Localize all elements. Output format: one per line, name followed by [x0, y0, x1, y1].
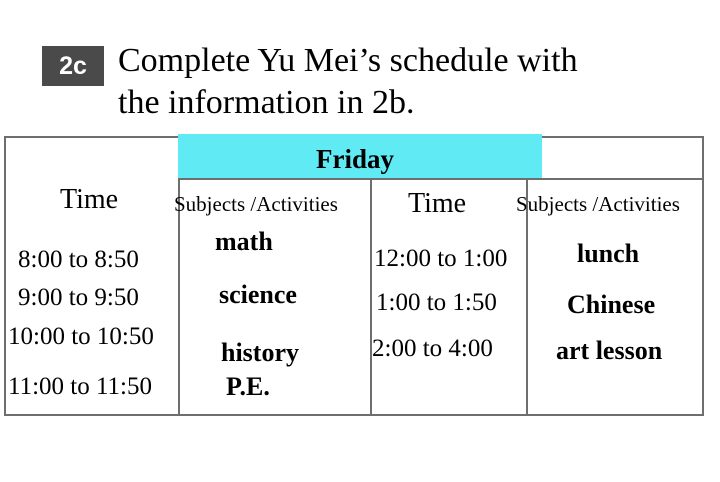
morning-subject-2: science	[219, 280, 297, 309]
morning-time-4: 11:00 to 11:50	[8, 373, 152, 400]
afternoon-subject-2: Chinese	[567, 290, 656, 319]
morning-time-3: 10:00 to 10:50	[8, 323, 154, 350]
table-left-border	[4, 136, 6, 416]
morning-time-1: 8:00 to 8:50	[18, 246, 139, 273]
morning-time-2: 9:00 to 9:50	[18, 284, 139, 311]
afternoon-time-2: 1:00 to 1:50	[376, 289, 497, 316]
afternoon-subject-1: lunch	[577, 239, 640, 268]
table-divider-2	[370, 178, 372, 416]
exercise-title-line1: Complete Yu Mei’s schedule with	[118, 42, 578, 79]
exercise-title-line2: the information in 2b.	[118, 84, 415, 121]
subjects-column-header-right: Subjects /Activities	[516, 192, 680, 216]
day-header: Friday	[316, 144, 394, 174]
table-header-row-line	[178, 178, 704, 180]
morning-subject-1: math	[215, 227, 273, 256]
afternoon-time-1: 12:00 to 1:00	[374, 245, 508, 272]
afternoon-time-3: 2:00 to 4:00	[372, 335, 493, 362]
subjects-column-header-left: Subjects /Activities	[174, 192, 338, 216]
morning-subject-4: P.E.	[226, 372, 270, 401]
afternoon-subject-3: art lesson	[556, 336, 663, 365]
table-bottom-border	[4, 414, 704, 416]
exercise-badge: 2c	[42, 46, 104, 86]
time-column-header-left: Time	[60, 184, 119, 215]
morning-subject-3: history	[221, 338, 299, 367]
time-column-header-right: Time	[408, 188, 467, 219]
